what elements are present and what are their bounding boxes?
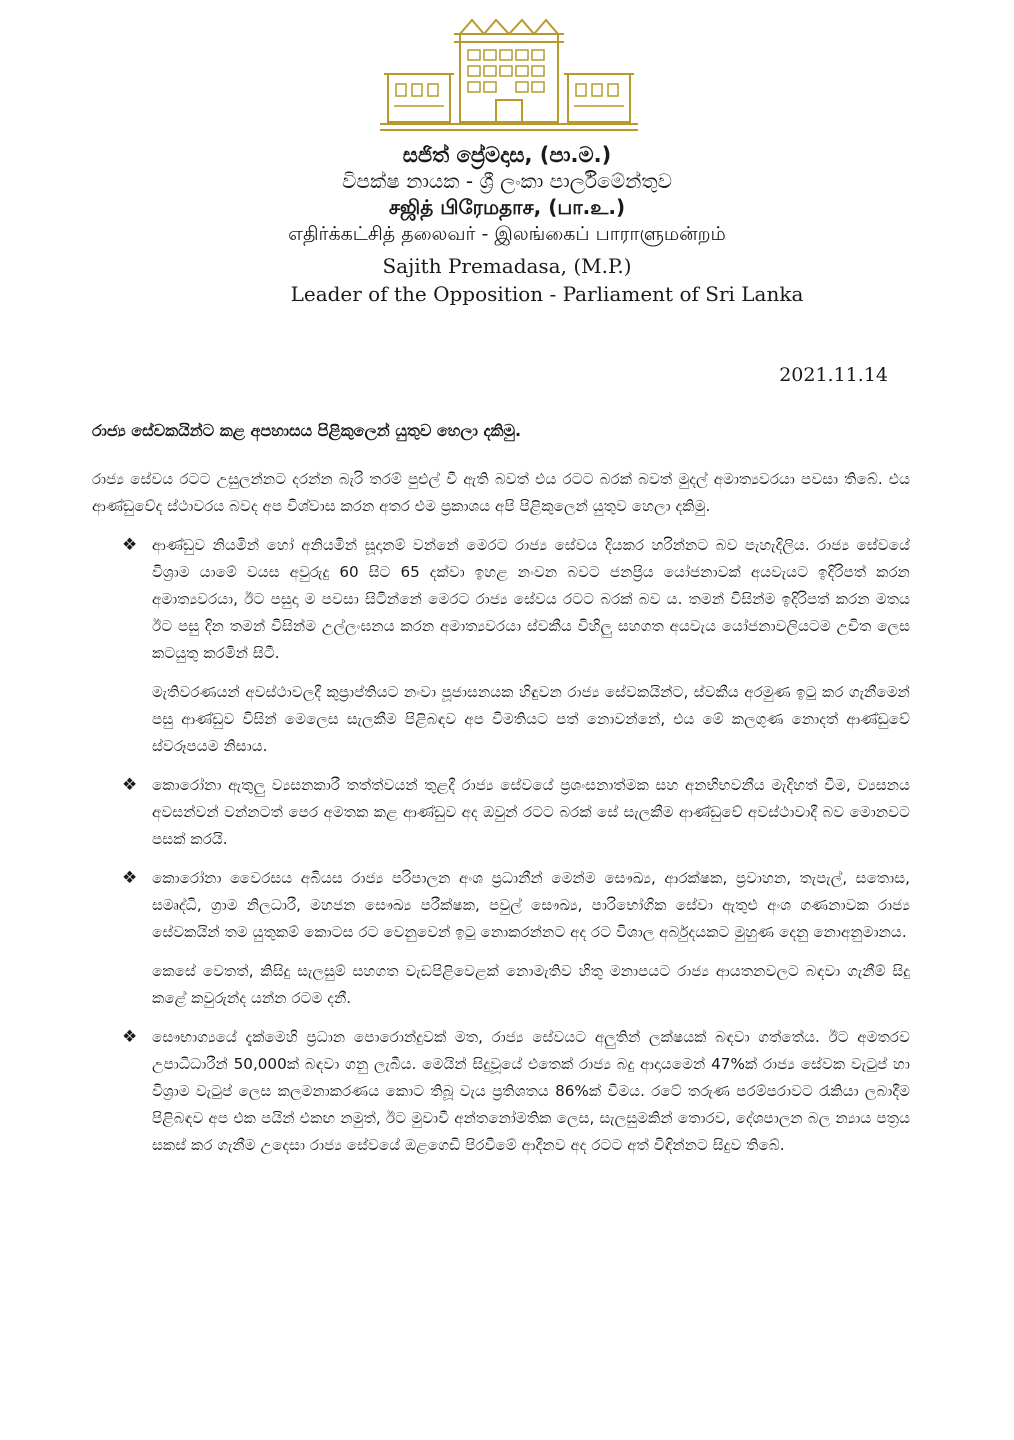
diamond-bullet-icon: ❖ (122, 868, 138, 888)
item-paragraph: කොරෝනා ඇතුලු ව්‍යසනකාරී තත්ත්වයන් තුළදී රාජ්‍ය සේවයේ ප්‍රශංසනාත්මක සහ අනභිභවනීය මැදිහත් වීම, ව්‍යසනය අවසන්වන් වන්නටත් පෙර අමතක කළ ආණ්ඩුව අද ඔවුන් රටට බරක් සේ සැලකීම ආණ්ඩුවේ අවස්ථාවාදී බව මොනවට පසක් කරයි. (152, 776, 910, 848)
list-item (92, 1024, 910, 1159)
sinhala-name: සජිත් ප්‍රේමදාස, (පා.ම.) (402, 143, 612, 167)
diamond-bullet-icon: ❖ (122, 775, 138, 795)
document-body (92, 418, 910, 1171)
list-item (92, 772, 910, 853)
sinhala-title: විපක්ෂ නායක - ශ්‍රී ලංකා පාර්ලිමේන්තුව (342, 169, 672, 193)
item-paragraph: සෞභාග්‍යයේ දැක්මෙහි ප්‍රධාන පොරොන්දුවක් මත, රාජ්‍ය සේවයට අලුතින් ලක්ෂයක් බඳවා ගත්තේය. ඊට අමතරව උපාධිධාරීන් 50,000ක් බඳවා ගනු ලැබීය. මෙයින් සිදුවූයේ එතෙක් රාජ්‍ය බදු ආදායමෙන් 47%ක් රාජ්‍ය සේවක වැටුප් හා විශ්‍රාම වැටුප් ලෙස කලමනාකරණය කොට තිබූ වැය ප්‍රතිශතය 86%ක් වීමය. රටේ තරුණ පරම්පරාවට රැකියා ලබාදීම පිළිබඳව අප එක පයින් එකඟ නමුත්, ඊට මුවාවී අන්තනෝමතික ලෙස, සැලසුමකින් තොරව, දේශපාලන බල න්‍යාය පත්‍රය සකස් කර ගැනීම උදෙසා රාජ්‍ය සේවයේ ඔළගෙඩි පිරවීමේ ආදීනව අද රටට අත් විඳින්නට සිදුව තිබේ. (152, 1028, 910, 1154)
document-date: 2021.11.14 (779, 364, 888, 386)
list-item (92, 865, 910, 1012)
diamond-bullet-icon: ❖ (122, 535, 138, 555)
item-paragraph: ආණ්ඩුව නියමින් හෝ අනියමින් සූදානම් වන්නේ මෙරට රාජ්‍ය සේවය දියකර හරින්නට බව පැහැදිලිය. රාජ්‍ය සේවයේ විශ්‍රාම යාමේ වයස අවුරුදු 60 සිට 65 දක්වා ඉහළ නංවන බවට ජනප්‍රිය යෝජනාවක් අයවැයට ඉදිරිපත් කරන අමාත්‍යවරයා, ඊට පසුදා ම පවසා සිටින්නේ මෙරට රාජ්‍ය සේවය රටට බරක් බව ය. තමන් විසින්ම ඉදිරිපත් කරන මතය ඊට පසු දින තමන් විසින්ම උල්ලංඝනය කරන අමාත්‍යවරයා ස්වකීය විහිලු සහගත අයවැය යෝජනාවලියටම උචිත ලෙස කටයුතු කරමින් සිටී. (152, 536, 910, 662)
item-paragraph: කෙසේ වෙතත්, කිසිදු සැලසුම් සහගත වැඩපිළිවෙළක් නොමැතිව හිතු මනාපයට රාජ්‍ය ආයතනවලට බඳවා ගැනීම් සිදු කළේ කවුරුන්ද යන්න රටම දනී. (152, 962, 910, 1007)
headline: රාජ්‍ය සේවකයින්ට කළ අපහාසය පිළිකුලෙන් යුතුව හෙලා දකිමු. (92, 421, 522, 440)
parliament-building-logo (380, 12, 638, 138)
english-name: Sajith Premadasa, (M.P.) (382, 254, 632, 278)
tamil-title: எதிர்க்கட்சித் தலைவர் - இலங்கைப் பாராளுமன்றம் (288, 223, 726, 245)
list-item (92, 532, 910, 760)
english-title: Leader of the Opposition - Parliament of Sri Lanka (290, 282, 804, 306)
diamond-bullet-icon: ❖ (122, 1027, 138, 1047)
tamil-name: சஜித் பிரேமதாச, (பா.உ.) (388, 195, 626, 219)
item-paragraph: කොරෝනා වෛරසය අබියස රාජ්‍ය පරිපාලන අංශ ප්‍රධානීන් මෙන්ම සෞඛ්‍ය, ආරක්ෂක, ප්‍රවාහන, තැපැල්, සතොස, සමෘද්ධි, ග්‍රාම නිලධාරී, මහජන සෞඛ්‍ය පරීක්ෂක, පවුල් සෞඛ්‍ය, පාරිභෝගික සේවා ඇතුළු අංශ ගණනාවක රාජ්‍ය සේවකයින් තම යුතුකම් කොටස රට වෙනුවෙන් ඉටු නොකරන්නට අද රට විශාල අර්බුදයකට මුහුණ දෙනු නොඅනුමානය. (152, 869, 910, 941)
letterhead (120, 142, 894, 308)
item-paragraph: මැතිවරණයන් අවස්ථාවලදී කුප්‍රාප්තියට නංවා පූජාසනයක හිඳුවන රාජ්‍ය සේවකයින්ට, ස්වකීය අරමුණ ඉටු කර ගැනීමෙන් පසු ආණ්ඩුව විසින් මෙලෙස සැලකීම පිළිබඳව අප විමතියට පත් නොවන්නේ, එය මේ කලගුණ නොදත් ආණ්ඩුවේ ස්වරූපයම නිසාය. (152, 683, 910, 755)
intro-paragraph: රාජ්‍ය සේවය රටට උසුලන්නට දරන්න බැරි තරම් පුළුල් වී ඇති බවත් එය රටට බරක් බවත් මුදල් අමාත්‍යවරයා පවසා තිබේ. එය ආණ්ඩුවේද ස්ථාවරය බවද අප විශ්වාස කරන අතර එම ප්‍රකාශය අපි පිළිකුලෙන් යුතුව හෙලා දකිමු. (92, 470, 910, 515)
